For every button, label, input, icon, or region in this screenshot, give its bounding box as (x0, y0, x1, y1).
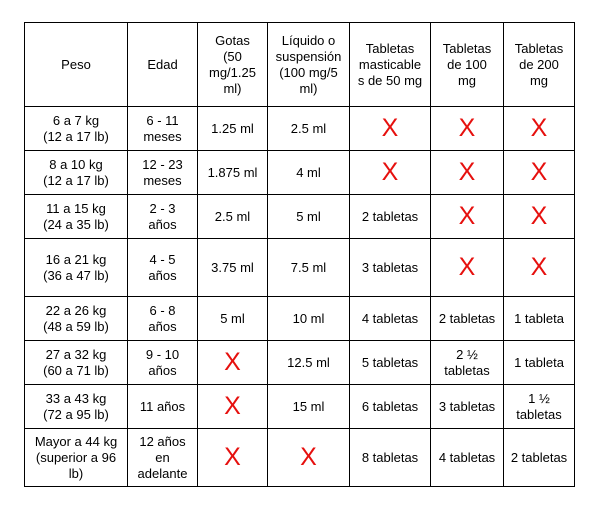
not-applicable-x-mark: X (530, 253, 548, 281)
cell-liquido: 5 ml (268, 195, 350, 239)
cell-tabletas-50: 8 tabletas (350, 429, 431, 487)
not-applicable-x-mark: X (224, 348, 241, 376)
cell-edad: 6 - 8 años (128, 297, 198, 341)
not-applicable-x-mark: X (458, 114, 476, 142)
table-row (25, 385, 575, 429)
table-row (25, 341, 575, 385)
cell-tabletas-200 (504, 239, 575, 297)
table-body (25, 107, 575, 487)
cell-tabletas-100 (431, 195, 504, 239)
cell-gotas (198, 385, 268, 429)
cell-tabletas-50 (350, 151, 431, 195)
cell-edad: 11 años (128, 385, 198, 429)
cell-tabletas-200 (504, 195, 575, 239)
cell-edad: 2 - 3 años (128, 195, 198, 239)
cell-gotas (198, 341, 268, 385)
table-row (25, 297, 575, 341)
not-applicable-x-mark: X (458, 202, 476, 230)
not-applicable-x-mark: X (530, 114, 548, 142)
header-tabletas-50: Tabletas masticable s de 50 mg (350, 23, 431, 107)
cell-peso: 33 a 43 kg (72 a 95 lb) (25, 385, 128, 429)
cell-tabletas-200: 2 tabletas (504, 429, 575, 487)
header-tabletas-200: Tabletas de 200 mg (504, 23, 575, 107)
cell-gotas: 5 ml (198, 297, 268, 341)
cell-gotas (198, 429, 268, 487)
cell-tabletas-100: 2 ½ tabletas (431, 341, 504, 385)
table-row (25, 429, 575, 487)
cell-tabletas-200: 1 ½ tabletas (504, 385, 575, 429)
cell-edad: 12 - 23 meses (128, 151, 198, 195)
header-liquido: Líquido o suspensión (100 mg/5 ml) (268, 23, 350, 107)
cell-tabletas-100 (431, 107, 504, 151)
cell-peso: 11 a 15 kg (24 a 35 lb) (25, 195, 128, 239)
table-row (25, 107, 575, 151)
cell-gotas: 2.5 ml (198, 195, 268, 239)
cell-tabletas-100 (431, 239, 504, 297)
cell-gotas: 1.875 ml (198, 151, 268, 195)
cell-gotas: 3.75 ml (198, 239, 268, 297)
cell-tabletas-50 (350, 107, 431, 151)
header-peso: Peso (25, 23, 128, 107)
cell-peso: 22 a 26 kg (48 a 59 lb) (25, 297, 128, 341)
not-applicable-x-mark: X (530, 158, 548, 186)
table-row (25, 151, 575, 195)
cell-tabletas-200 (504, 107, 575, 151)
cell-liquido (268, 429, 350, 487)
not-applicable-x-mark: X (224, 392, 241, 420)
cell-tabletas-50: 6 tabletas (350, 385, 431, 429)
not-applicable-x-mark: X (458, 158, 476, 186)
cell-tabletas-50: 4 tabletas (350, 297, 431, 341)
cell-tabletas-50: 3 tabletas (350, 239, 431, 297)
cell-liquido: 2.5 ml (268, 107, 350, 151)
cell-tabletas-100 (431, 151, 504, 195)
not-applicable-x-mark: X (381, 158, 399, 186)
cell-edad: 4 - 5 años (128, 239, 198, 297)
cell-edad: 6 - 11 meses (128, 107, 198, 151)
cell-liquido: 12.5 ml (268, 341, 350, 385)
cell-edad: 9 - 10 años (128, 341, 198, 385)
header-row (25, 23, 575, 107)
cell-tabletas-50: 2 tabletas (350, 195, 431, 239)
cell-tabletas-100: 3 tabletas (431, 385, 504, 429)
table-row (25, 239, 575, 297)
cell-peso: 8 a 10 kg (12 a 17 lb) (25, 151, 128, 195)
cell-liquido: 4 ml (268, 151, 350, 195)
cell-liquido: 10 ml (268, 297, 350, 341)
not-applicable-x-mark: X (381, 114, 399, 142)
not-applicable-x-mark: X (300, 443, 317, 471)
not-applicable-x-mark: X (458, 253, 476, 281)
header-edad: Edad (128, 23, 198, 107)
cell-peso: 16 a 21 kg (36 a 47 lb) (25, 239, 128, 297)
cell-tabletas-200: 1 tableta (504, 341, 575, 385)
cell-tabletas-100: 4 tabletas (431, 429, 504, 487)
not-applicable-x-mark: X (224, 443, 241, 471)
cell-peso: 27 a 32 kg (60 a 71 lb) (25, 341, 128, 385)
header-tabletas-100: Tabletas de 100 mg (431, 23, 504, 107)
header-gotas: Gotas (50 mg/1.25 ml) (198, 23, 268, 107)
cell-tabletas-100: 2 tabletas (431, 297, 504, 341)
cell-gotas: 1.25 ml (198, 107, 268, 151)
cell-tabletas-200 (504, 151, 575, 195)
cell-peso: Mayor a 44 kg (superior a 96 lb) (25, 429, 128, 487)
dosage-table (24, 22, 575, 487)
cell-peso: 6 a 7 kg (12 a 17 lb) (25, 107, 128, 151)
cell-tabletas-200: 1 tableta (504, 297, 575, 341)
cell-tabletas-50: 5 tabletas (350, 341, 431, 385)
cell-edad: 12 años en adelante (128, 429, 198, 487)
table-row (25, 195, 575, 239)
not-applicable-x-mark: X (530, 202, 548, 230)
cell-liquido: 7.5 ml (268, 239, 350, 297)
cell-liquido: 15 ml (268, 385, 350, 429)
